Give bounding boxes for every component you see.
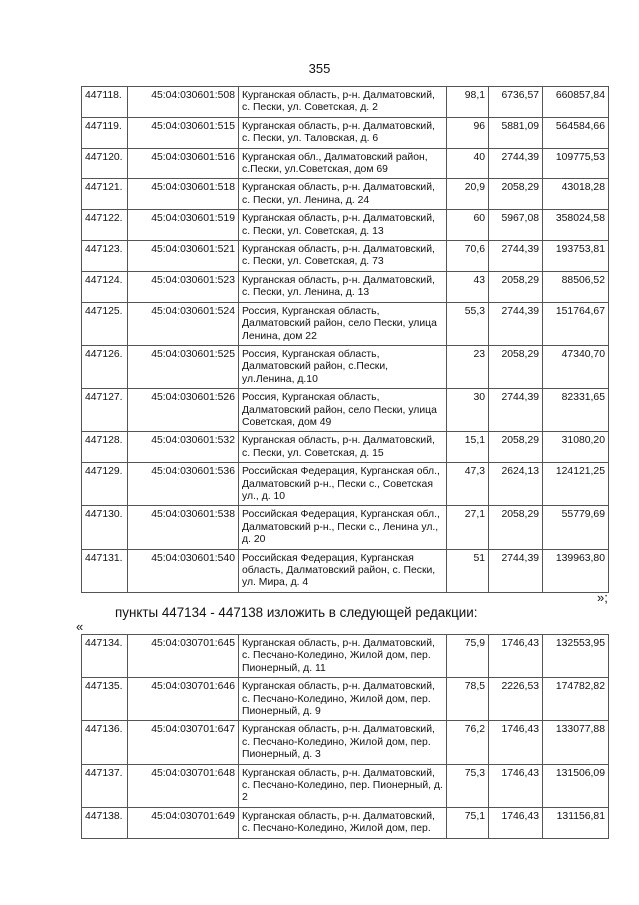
cadastral-number-cell: 45:04:030701:648 <box>128 764 239 807</box>
area-value-cell: 43 <box>447 271 489 302</box>
cadastral-number-cell: 45:04:030601:516 <box>128 148 239 179</box>
registry-table-bottom <box>81 634 609 839</box>
registry-table-top <box>81 86 609 593</box>
cadastral-number-cell: 45:04:030701:649 <box>128 807 239 838</box>
table-row <box>82 549 609 592</box>
area-value-cell: 78,5 <box>447 678 489 721</box>
area-value-cell: 75,9 <box>447 635 489 678</box>
cadastral-cost-cell: 660857,84 <box>543 87 609 118</box>
address-cell: Курганская обл., Далматовский район, с.Пески, ул.Советская, дом 69 <box>239 148 447 179</box>
record-number-cell: 447121. <box>82 179 128 210</box>
rate-value-cell: 2058,29 <box>489 432 543 463</box>
record-number-cell: 447131. <box>82 549 128 592</box>
address-cell: Курганская область, р-н. Далматовский, с. Пески, ул. Ленина, д. 13 <box>239 271 447 302</box>
address-cell: Курганская область, р-н. Далматовский, с. Песчано-Коледино, пер. Пионерный, д. 2 <box>239 764 447 807</box>
record-number-cell: 447127. <box>82 389 128 432</box>
cadastral-number-cell: 45:04:030601:519 <box>128 210 239 241</box>
record-number-cell: 447119. <box>82 117 128 148</box>
address-cell: Курганская область, р-н. Далматовский, с. Пески, ул. Советская, д. 15 <box>239 432 447 463</box>
closing-quote-mark: »; <box>597 590 608 605</box>
cadastral-number-cell: 45:04:030601:532 <box>128 432 239 463</box>
record-number-cell: 447135. <box>82 678 128 721</box>
area-value-cell: 40 <box>447 148 489 179</box>
table-row <box>82 635 609 678</box>
address-cell: Курганская область, р-н. Далматовский, с. Песчано-Коледино, Жилой дом, пер. Пионерный, д. 11 <box>239 635 447 678</box>
table-row <box>82 389 609 432</box>
record-number-cell: 447124. <box>82 271 128 302</box>
rate-value-cell: 2058,29 <box>489 506 543 549</box>
cadastral-cost-cell: 82331,65 <box>543 389 609 432</box>
table-row <box>82 678 609 721</box>
record-number-cell: 447134. <box>82 635 128 678</box>
address-cell: Российская Федерация, Курганская обл., Далматовский р-н., Пески с., Советская ул., д. 10 <box>239 463 447 506</box>
address-cell: Курганская область, р-н. Далматовский, с. Песчано-Коледино, Жилой дом, пер. Пионерный, д. 9 <box>239 678 447 721</box>
area-value-cell: 75,3 <box>447 764 489 807</box>
cadastral-cost-cell: 109775,53 <box>543 148 609 179</box>
record-number-cell: 447138. <box>82 807 128 838</box>
record-number-cell: 447128. <box>82 432 128 463</box>
table-row <box>82 463 609 506</box>
table-row <box>82 302 609 345</box>
cadastral-cost-cell: 174782,82 <box>543 678 609 721</box>
address-cell: Курганская область, р-н. Далматовский, с. Пески, ул. Ленина, д. 24 <box>239 179 447 210</box>
record-number-cell: 447122. <box>82 210 128 241</box>
area-value-cell: 23 <box>447 345 489 388</box>
cadastral-number-cell: 45:04:030601:518 <box>128 179 239 210</box>
table-row <box>82 345 609 388</box>
rate-value-cell: 2058,29 <box>489 345 543 388</box>
amendment-instruction: пункты 447134 - 447138 изложить в следующей редакции: <box>115 605 478 620</box>
rate-value-cell: 5881,09 <box>489 117 543 148</box>
rate-value-cell: 1746,43 <box>489 721 543 764</box>
cadastral-cost-cell: 132553,95 <box>543 635 609 678</box>
table-row <box>82 179 609 210</box>
table-row <box>82 210 609 241</box>
record-number-cell: 447125. <box>82 302 128 345</box>
cadastral-cost-cell: 47340,70 <box>543 345 609 388</box>
area-value-cell: 20,9 <box>447 179 489 210</box>
rate-value-cell: 2744,39 <box>489 302 543 345</box>
area-value-cell: 96 <box>447 117 489 148</box>
table-row <box>82 241 609 272</box>
page-number: 355 <box>308 61 331 76</box>
cadastral-cost-cell: 133077,88 <box>543 721 609 764</box>
area-value-cell: 51 <box>447 549 489 592</box>
area-value-cell: 75,1 <box>447 807 489 838</box>
cadastral-cost-cell: 358024,58 <box>543 210 609 241</box>
record-number-cell: 447120. <box>82 148 128 179</box>
rate-value-cell: 2744,39 <box>489 148 543 179</box>
cadastral-cost-cell: 31080,20 <box>543 432 609 463</box>
cadastral-cost-cell: 131156,81 <box>543 807 609 838</box>
cadastral-cost-cell: 139963,80 <box>543 549 609 592</box>
cadastral-number-cell: 45:04:030601:508 <box>128 87 239 118</box>
table-row <box>82 271 609 302</box>
cadastral-number-cell: 45:04:030601:523 <box>128 271 239 302</box>
rate-value-cell: 2058,29 <box>489 179 543 210</box>
cadastral-number-cell: 45:04:030701:647 <box>128 721 239 764</box>
cadastral-cost-cell: 564584,66 <box>543 117 609 148</box>
address-cell: Россия, Курганская область, Далматовский район, село Пески, улица Советская, дом 49 <box>239 389 447 432</box>
cadastral-cost-cell: 124121,25 <box>543 463 609 506</box>
table-row <box>82 764 609 807</box>
table-row <box>82 432 609 463</box>
rate-value-cell: 2744,39 <box>489 389 543 432</box>
table-row <box>82 506 609 549</box>
area-value-cell: 98,1 <box>447 87 489 118</box>
address-cell: Российская Федерация, Курганская область, Далматовский район, с. Пески, ул. Мира, д. 4 <box>239 549 447 592</box>
record-number-cell: 447123. <box>82 241 128 272</box>
rate-value-cell: 2744,39 <box>489 241 543 272</box>
cadastral-number-cell: 45:04:030701:646 <box>128 678 239 721</box>
cadastral-cost-cell: 55779,69 <box>543 506 609 549</box>
record-number-cell: 447118. <box>82 87 128 118</box>
address-cell: Курганская область, р-н. Далматовский, с. Песчано-Коледино, Жилой дом, пер. Пионерный, д. 3 <box>239 721 447 764</box>
cadastral-number-cell: 45:04:030601:524 <box>128 302 239 345</box>
rate-value-cell: 2624,13 <box>489 463 543 506</box>
cadastral-number-cell: 45:04:030601:538 <box>128 506 239 549</box>
table-row <box>82 87 609 118</box>
cadastral-number-cell: 45:04:030601:536 <box>128 463 239 506</box>
cadastral-cost-cell: 151764,67 <box>543 302 609 345</box>
cadastral-number-cell: 45:04:030601:521 <box>128 241 239 272</box>
address-cell: Курганская область, р-н. Далматовский, с. Пески, ул. Советская, д. 73 <box>239 241 447 272</box>
address-cell: Курганская область, р-н. Далматовский, с. Пески, ул. Таловская, д. 6 <box>239 117 447 148</box>
record-number-cell: 447126. <box>82 345 128 388</box>
rate-value-cell: 1746,43 <box>489 764 543 807</box>
cadastral-cost-cell: 131506,09 <box>543 764 609 807</box>
table-row <box>82 721 609 764</box>
cadastral-number-cell: 45:04:030601:540 <box>128 549 239 592</box>
area-value-cell: 55,3 <box>447 302 489 345</box>
area-value-cell: 76,2 <box>447 721 489 764</box>
address-cell: Курганская область, р-н. Далматовский, с. Пески, ул. Советская, д. 2 <box>239 87 447 118</box>
cadastral-number-cell: 45:04:030601:526 <box>128 389 239 432</box>
cadastral-cost-cell: 43018,28 <box>543 179 609 210</box>
area-value-cell: 47,3 <box>447 463 489 506</box>
rate-value-cell: 2744,39 <box>489 549 543 592</box>
table-row <box>82 148 609 179</box>
area-value-cell: 60 <box>447 210 489 241</box>
area-value-cell: 27,1 <box>447 506 489 549</box>
rate-value-cell: 2226,53 <box>489 678 543 721</box>
record-number-cell: 447136. <box>82 721 128 764</box>
cadastral-number-cell: 45:04:030701:645 <box>128 635 239 678</box>
table-row <box>82 117 609 148</box>
rate-value-cell: 6736,57 <box>489 87 543 118</box>
address-cell: Российская Федерация, Курганская обл., Далматовский р-н., Пески с., Ленина ул., д. 20 <box>239 506 447 549</box>
record-number-cell: 447130. <box>82 506 128 549</box>
record-number-cell: 447137. <box>82 764 128 807</box>
address-cell: Россия, Курганская область, Далматовский район, село Пески, улица Ленина, дом 22 <box>239 302 447 345</box>
rate-value-cell: 5967,08 <box>489 210 543 241</box>
address-cell: Курганская область, р-н. Далматовский, с. Пески, ул. Советская, д. 13 <box>239 210 447 241</box>
cadastral-number-cell: 45:04:030601:525 <box>128 345 239 388</box>
area-value-cell: 70,6 <box>447 241 489 272</box>
rate-value-cell: 2058,29 <box>489 271 543 302</box>
address-cell: Россия, Курганская область, Далматовский район, с.Пески, ул.Ленина, д.10 <box>239 345 447 388</box>
area-value-cell: 15,1 <box>447 432 489 463</box>
cadastral-cost-cell: 88506,52 <box>543 271 609 302</box>
cadastral-cost-cell: 193753,81 <box>543 241 609 272</box>
rate-value-cell: 1746,43 <box>489 807 543 838</box>
table-row <box>82 807 609 838</box>
record-number-cell: 447129. <box>82 463 128 506</box>
address-cell: Курганская область, р-н. Далматовский, с. Песчано-Коледино, Жилой дом, пер. <box>239 807 447 838</box>
cadastral-number-cell: 45:04:030601:515 <box>128 117 239 148</box>
rate-value-cell: 1746,43 <box>489 635 543 678</box>
opening-quote-mark: « <box>76 619 84 634</box>
area-value-cell: 30 <box>447 389 489 432</box>
